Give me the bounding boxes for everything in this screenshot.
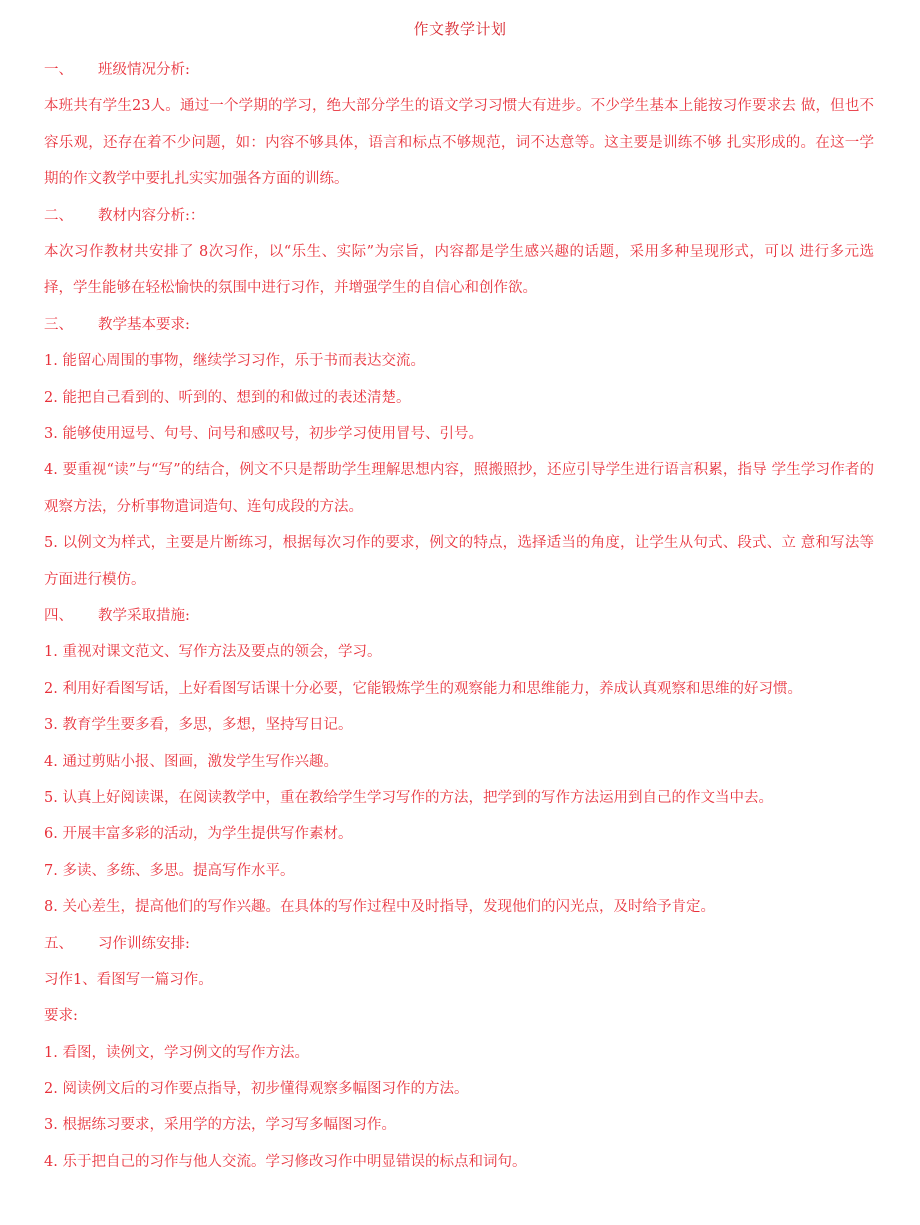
- list-item: 3. 教育学生要多看，多思，多想，坚持写日记。: [44, 717, 353, 734]
- section-heading-4: [44, 598, 874, 634]
- list-item: 2. 阅读例文后的习作要点指导，初步懂得观察多幅图习作的方法。: [44, 1081, 469, 1098]
- section-number: 二、: [44, 207, 73, 224]
- list-item: 6. 开展丰富多彩的活动，为学生提供写作素材。: [44, 826, 353, 843]
- list-item: 1. 看图，读例文，学习例文的写作方法。: [44, 1044, 309, 1061]
- document-body: [44, 52, 874, 1180]
- section-heading-text: 教学基本要求:: [98, 316, 190, 333]
- list-item: 2. 能把自己看到的、听到的、想到的和做过的表述清楚。: [44, 389, 411, 406]
- section-number: 五、: [44, 935, 73, 952]
- section-heading-text: 教材内容分析:：: [98, 207, 205, 224]
- list-item: 8. 关心差生，提高他们的写作兴趣。在具体的写作过程中及时指导，发现他们的闪光点，及时给予肯定。: [44, 899, 715, 916]
- section-heading-3: [44, 307, 874, 343]
- list-item: 1. 能留心周围的事物，继续学习习作，乐于书而表达交流。: [44, 353, 425, 370]
- list-item: 5. 以例文为样式，主要是片断练习，根据每次习作的要求，例文的特点，选择适当的角度，让学生从句式、段式、立 意和写法等方面进行模仿。: [44, 535, 874, 588]
- section-number: 三、: [44, 316, 73, 333]
- section-heading-text: 教学采取措施:: [98, 608, 190, 624]
- section-paragraph-1: 本班共有学生23人。通过一个学期的学习，绝大部分学生的语文学习习惯大有进步。不少学生基本上能按习作要求去 做，但也不容乐观，还存在着不少问题，如：内容不够具体，语言和标点不够规范，词不达意等。这主要是训练不够 扎实形成的。在这一学期的作文教学中要扎扎实实加强各方面的训练。: [44, 98, 874, 188]
- section-heading-text: 习作训练安排:: [98, 935, 190, 952]
- list-item: 1. 重视对课文范文、写作方法及要点的领会，学习。: [44, 644, 382, 661]
- section-heading-1: [44, 52, 874, 88]
- section-number: 四、: [44, 608, 73, 624]
- section-paragraph-2: 本次习作教材共安排了 8次习作，以“乐生、实际”为宗旨，内容都是学生感兴趣的话题，采用多种呈现形式，可以 进行多元选择，学生能够在轻松愉快的氛围中进行习作，并增强学生的自信心和创作欲。: [44, 244, 874, 297]
- document-title: 作文教学计划: [413, 20, 507, 38]
- section-heading-text: 班级情况分析:: [98, 62, 190, 78]
- list-item: 4. 乐于把自己的习作与他人交流。学习修改习作中明显错误的标点和词句。: [44, 1153, 527, 1170]
- section-heading-5: [44, 926, 874, 962]
- requirements-label: 要求:: [44, 1008, 78, 1025]
- list-item: 7. 多读、多练、多思。提高写作水平。: [44, 862, 295, 879]
- list-item: 4. 要重视“读”与“写”的结合，例文不只是帮助学生理解思想内容，照搬照抄，还应引导学生进行语言积累，指导 学生学习作者的观察方法，分析事物遣词造句、连句成段的方法。: [44, 462, 874, 515]
- list-item: 2. 利用好看图写话，上好看图写话课十分必要，它能锻炼学生的观察能力和思维能力，养成认真观察和思维的好习惯。: [44, 680, 802, 697]
- list-item: 3. 能够使用逗号、句号、问号和感叹号，初步学习使用冒号、引号。: [44, 425, 483, 442]
- list-item: 4. 通过剪贴小报、图画，激发学生写作兴趣。: [44, 753, 338, 770]
- section-number: 一、: [44, 62, 73, 78]
- list-item: 3. 根据练习要求，采用学的方法，学习写多幅图习作。: [44, 1117, 396, 1134]
- section-heading-2: [44, 198, 874, 234]
- list-item: 5. 认真上好阅读课，在阅读教学中，重在教给学生学习写作的方法，把学到的写作方法运用到自己的作文当中去。: [44, 789, 773, 806]
- assignment-title: 习作1、看图写一篇习作。: [44, 971, 213, 988]
